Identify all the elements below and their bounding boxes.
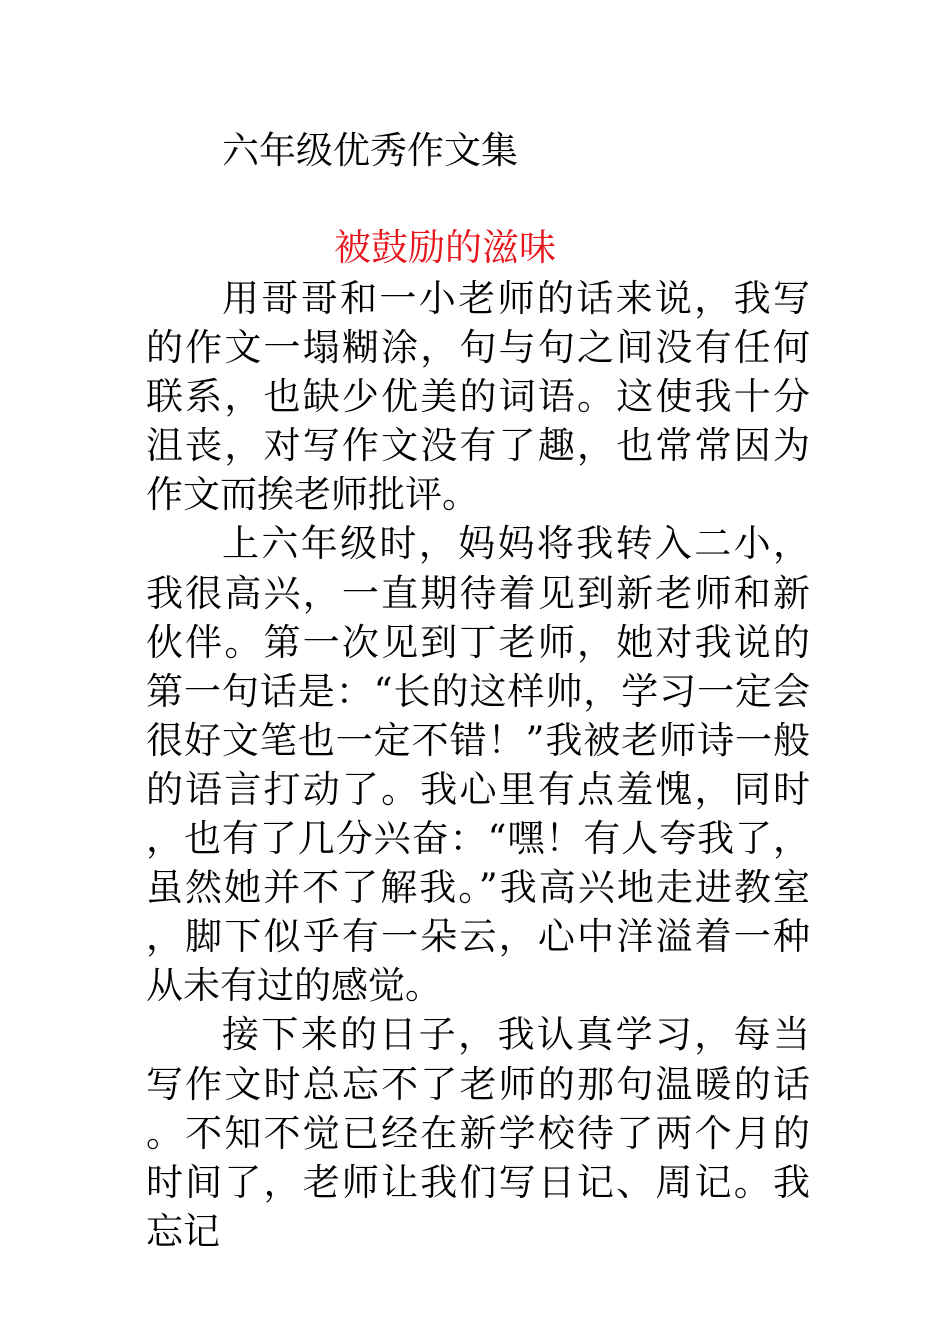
paragraph-3: 接下来的日子，我认真学习，每当写作文时总忘不了老师的那句温暖的话。不知不觉已经在新学校待了两个月的时间了，老师让我们写日记、周记。我忘记 <box>146 1013 810 1253</box>
paragraph-1: 用哥哥和一小老师的话来说，我写的作文一塌糊涂，句与句之间没有任何联系，也缺少优美的词语。这使我十分沮丧，对写作文没有了趣，也常常因为作文而挨老师批评。 <box>146 277 810 517</box>
essay-title: 被鼓励的滋味 <box>334 226 556 269</box>
collection-title: 六年级优秀作文集 <box>222 129 518 172</box>
essay-body <box>146 274 810 1256</box>
paragraph-2: 上六年级时，妈妈将我转入二小，我很高兴，一直期待着见到新老师和新伙伴。第一次见到丁老师，她对我说的第一句话是：“长的这样帅，学习一定会很好文笔也一定不错！”我被老师诗一般的语言打动了。我心里有点羞愧，同时，也有了几分兴奋：“嘿！有人夸我了，虽然她并不了解我。”我高兴地走进教室，脚下似乎有一朵云，心中洋溢着一种从未有过的感觉。 <box>146 522 810 1008</box>
